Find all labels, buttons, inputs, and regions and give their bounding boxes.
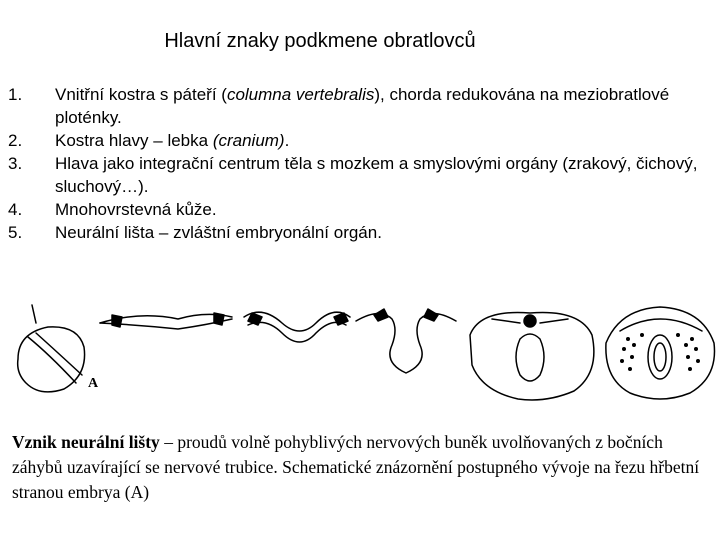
list-item	[8, 198, 708, 221]
feature-list	[8, 83, 708, 244]
neural-crest-diagram	[0, 295, 720, 405]
item-number: 3.	[8, 154, 23, 173]
slide-title: Hlavní znaky podkmene obratlovců	[164, 30, 476, 52]
item-text: Hlava jako integrační centrum těla s mozkem a smyslovými orgány (zrakový, čichový, sluchový…).	[55, 154, 698, 196]
item-number: 5.	[8, 223, 23, 242]
figure-caption	[12, 430, 712, 505]
item-text: Neurální lišta – zvláštní embryonální orgán.	[55, 223, 382, 242]
caption-lead: Vznik neurální lišty	[12, 432, 160, 452]
stage-neural-folds	[356, 309, 456, 373]
item-text: Kostra hlavy – lebka (cranium).	[55, 131, 290, 150]
stage-neural-plate	[100, 313, 232, 329]
embryo-sketch	[18, 305, 85, 392]
stage-neural-groove	[244, 312, 350, 342]
list-item	[8, 83, 708, 129]
list-item	[8, 221, 708, 244]
item-number: 2.	[8, 131, 23, 150]
list-item	[8, 152, 708, 198]
caption-label: (A)	[124, 482, 150, 502]
figure-label: A	[88, 376, 99, 391]
stage-crest-migration	[606, 307, 715, 399]
item-text: Vnitřní kostra s páteří (columna vertebralis), chorda redukována na meziobratlové ploténky.	[55, 85, 670, 127]
list-item	[8, 129, 708, 152]
item-text: Mnohovrstevná kůže.	[55, 200, 217, 219]
item-number: 4.	[8, 200, 23, 219]
item-number: 1.	[8, 85, 23, 104]
caption-text: – proudů volně pohyblivých nervových buněk uvolňovaných z bočních záhybů uzavírající se nervové trubice. Schematické znázornění postupného vývoje na řezu hřbetní stranou embrya	[12, 432, 700, 502]
stage-neural-tube	[470, 312, 594, 400]
